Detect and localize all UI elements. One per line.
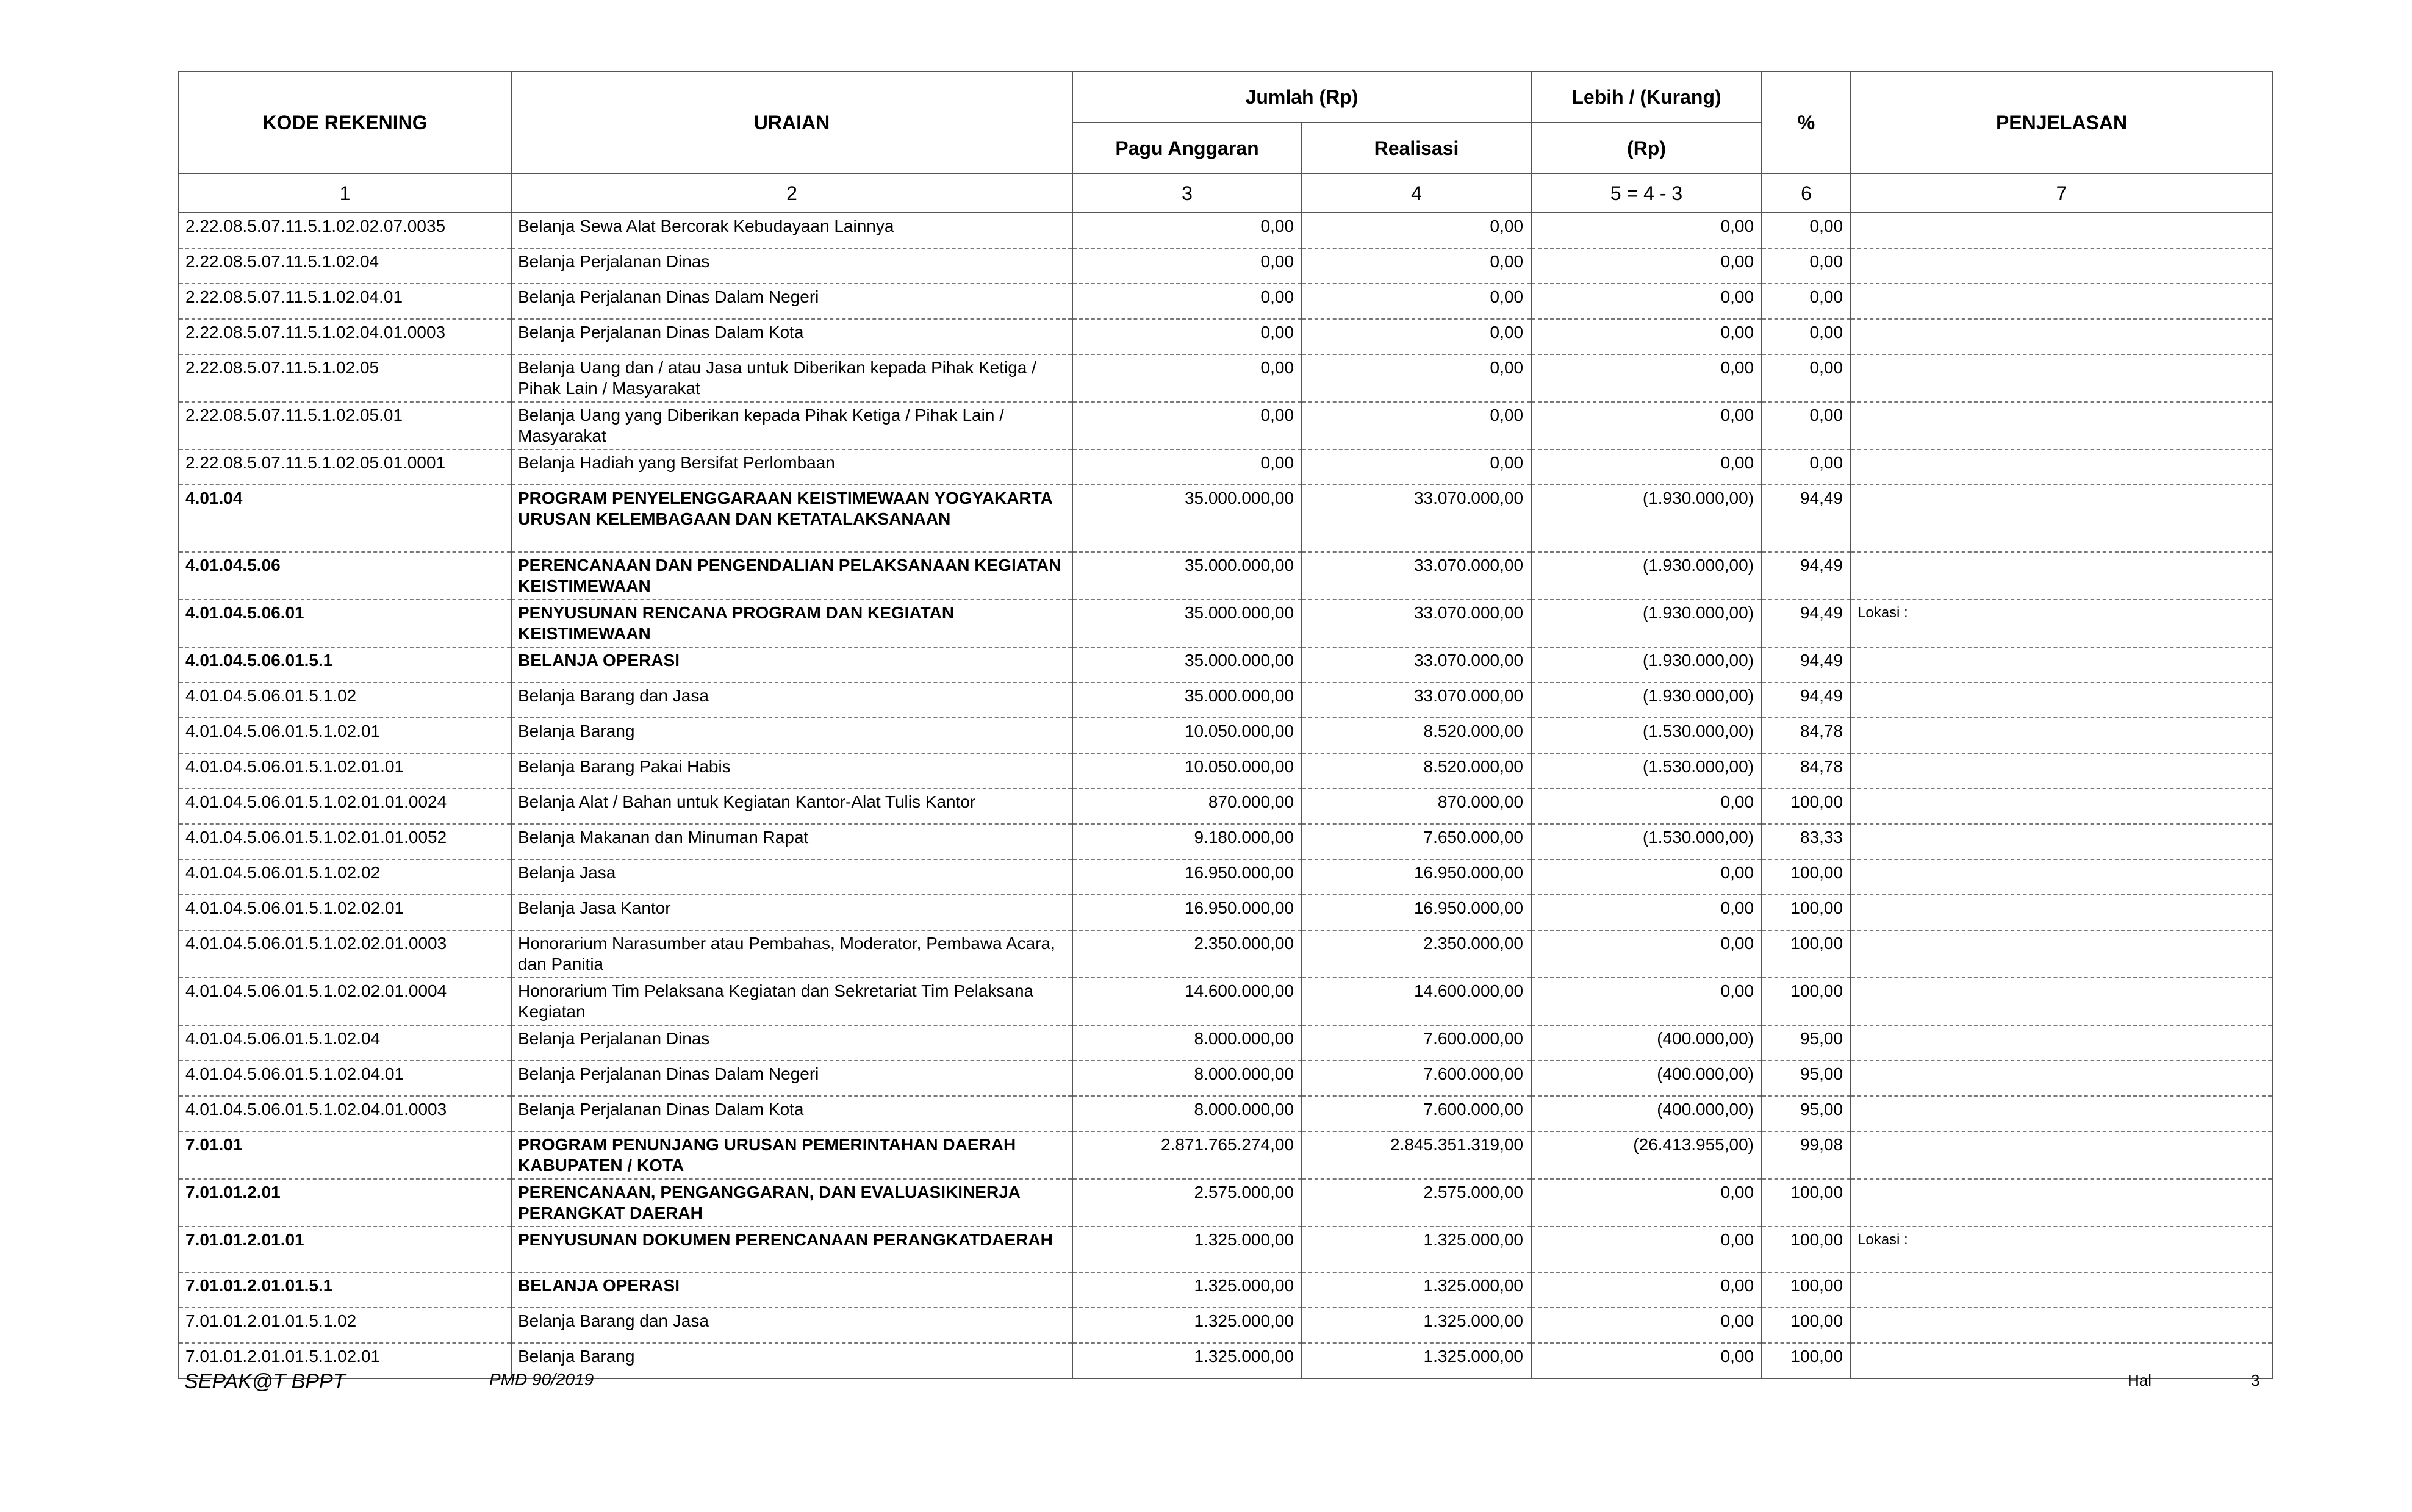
report-table [178,71,2273,1379]
cell-pagu-anggaran: 35.000.000,00 [1072,485,1302,552]
cell-persen: 95,00 [1762,1025,1851,1061]
cell-realisasi: 33.070.000,00 [1302,683,1531,718]
table-row [179,1308,2272,1343]
cell-kode-rekening: 7.01.01 [179,1131,511,1179]
cell-uraian: Belanja Barang [511,718,1072,753]
cell-pagu-anggaran: 14.600.000,00 [1072,978,1302,1025]
cell-persen: 84,78 [1762,753,1851,789]
cell-realisasi: 8.520.000,00 [1302,753,1531,789]
cell-uraian: Belanja Perjalanan Dinas Dalam Negeri [511,1061,1072,1096]
cell-persen: 0,00 [1762,213,1851,248]
cell-pagu-anggaran: 0,00 [1072,354,1302,402]
column-number: 4 [1302,174,1531,213]
cell-realisasi: 0,00 [1302,402,1531,450]
cell-lebih-kurang: 0,00 [1531,402,1762,450]
cell-realisasi: 33.070.000,00 [1302,600,1531,647]
cell-pagu-anggaran: 0,00 [1072,248,1302,284]
cell-uraian: Belanja Alat / Bahan untuk Kegiatan Kantor-Alat Tulis Kantor [511,789,1072,824]
cell-pagu-anggaran: 35.000.000,00 [1072,647,1302,683]
cell-persen: 84,78 [1762,718,1851,753]
cell-realisasi: 2.575.000,00 [1302,1179,1531,1227]
cell-realisasi: 16.950.000,00 [1302,859,1531,895]
table-row [179,1131,2272,1179]
cell-realisasi: 0,00 [1302,450,1531,485]
table-row [179,859,2272,895]
cell-pagu-anggaran: 35.000.000,00 [1072,600,1302,647]
cell-kode-rekening: 4.01.04.5.06.01.5.1 [179,647,511,683]
cell-lebih-kurang: 0,00 [1531,859,1762,895]
cell-lebih-kurang: 0,00 [1531,213,1762,248]
cell-kode-rekening: 4.01.04.5.06.01.5.1.02.04.01.0003 [179,1096,511,1131]
cell-penjelasan [1851,895,2272,930]
cell-uraian: Belanja Sewa Alat Bercorak Kebudayaan Lainnya [511,213,1072,248]
header-jumlah: Jumlah (Rp) [1072,71,1531,123]
cell-realisasi: 16.950.000,00 [1302,895,1531,930]
table-row [179,1061,2272,1096]
cell-penjelasan [1851,1096,2272,1131]
cell-uraian: PROGRAM PENUNJANG URUSAN PEMERINTAHAN DAERAH KABUPATEN / KOTA [511,1131,1072,1179]
cell-pagu-anggaran: 16.950.000,00 [1072,895,1302,930]
cell-kode-rekening: 4.01.04.5.06.01 [179,600,511,647]
cell-realisasi: 7.600.000,00 [1302,1096,1531,1131]
table-row [179,978,2272,1025]
cell-lebih-kurang: (400.000,00) [1531,1025,1762,1061]
table-row [179,213,2272,248]
cell-persen: 95,00 [1762,1096,1851,1131]
cell-pagu-anggaran: 10.050.000,00 [1072,718,1302,753]
cell-realisasi: 0,00 [1302,319,1531,354]
table-row [179,319,2272,354]
header-lebih-kurang: Lebih / (Kurang) [1531,71,1762,123]
table-row [179,402,2272,450]
cell-kode-rekening: 4.01.04.5.06.01.5.1.02.02.01.0003 [179,930,511,978]
cell-penjelasan [1851,248,2272,284]
cell-realisasi: 33.070.000,00 [1302,552,1531,600]
cell-lebih-kurang: 0,00 [1531,978,1762,1025]
cell-persen: 100,00 [1762,1272,1851,1308]
cell-penjelasan [1851,485,2272,552]
cell-uraian: Belanja Barang dan Jasa [511,683,1072,718]
cell-kode-rekening: 4.01.04.5.06.01.5.1.02 [179,683,511,718]
cell-kode-rekening: 2.22.08.5.07.11.5.1.02.05 [179,354,511,402]
table-row [179,552,2272,600]
cell-kode-rekening: 2.22.08.5.07.11.5.1.02.02.07.0035 [179,213,511,248]
table-row [179,1096,2272,1131]
cell-persen: 100,00 [1762,978,1851,1025]
cell-realisasi: 0,00 [1302,248,1531,284]
cell-penjelasan [1851,859,2272,895]
cell-persen: 100,00 [1762,1179,1851,1227]
cell-penjelasan [1851,1343,2272,1378]
cell-kode-rekening: 7.01.01.2.01 [179,1179,511,1227]
cell-uraian: PERENCANAAN DAN PENGENDALIAN PELAKSANAAN KEGIATAN KEISTIMEWAAN [511,552,1072,600]
cell-kode-rekening: 4.01.04.5.06.01.5.1.02.01.01 [179,753,511,789]
cell-kode-rekening: 4.01.04.5.06 [179,552,511,600]
cell-kode-rekening: 7.01.01.2.01.01 [179,1227,511,1272]
cell-uraian: BELANJA OPERASI [511,1272,1072,1308]
cell-persen: 100,00 [1762,1343,1851,1378]
cell-realisasi: 7.600.000,00 [1302,1025,1531,1061]
cell-penjelasan [1851,552,2272,600]
footer-app-name: SEPAK@T BPPT [184,1370,346,1393]
cell-lebih-kurang: 0,00 [1531,319,1762,354]
table-row [179,284,2272,319]
table-row [179,895,2272,930]
cell-penjelasan [1851,354,2272,402]
cell-realisasi: 8.520.000,00 [1302,718,1531,753]
cell-lebih-kurang: (1.930.000,00) [1531,485,1762,552]
cell-persen: 99,08 [1762,1131,1851,1179]
cell-uraian: Honorarium Narasumber atau Pembahas, Moderator, Pembawa Acara, dan Panitia [511,930,1072,978]
cell-penjelasan [1851,1131,2272,1179]
cell-persen: 94,49 [1762,552,1851,600]
column-number: 6 [1762,174,1851,213]
header-penjelasan: PENJELASAN [1851,71,2272,174]
cell-lebih-kurang: (1.930.000,00) [1531,552,1762,600]
cell-penjelasan [1851,978,2272,1025]
cell-persen: 100,00 [1762,1308,1851,1343]
cell-penjelasan [1851,683,2272,718]
table-row [179,354,2272,402]
cell-penjelasan [1851,647,2272,683]
cell-realisasi: 33.070.000,00 [1302,647,1531,683]
cell-pagu-anggaran: 9.180.000,00 [1072,824,1302,859]
cell-penjelasan [1851,930,2272,978]
cell-uraian: Belanja Jasa [511,859,1072,895]
cell-pagu-anggaran: 35.000.000,00 [1072,683,1302,718]
table-row [179,485,2272,552]
cell-persen: 100,00 [1762,930,1851,978]
column-number-row [179,174,2272,213]
cell-lebih-kurang: (400.000,00) [1531,1061,1762,1096]
cell-lebih-kurang: 0,00 [1531,930,1762,978]
cell-realisasi: 14.600.000,00 [1302,978,1531,1025]
table-row [179,789,2272,824]
cell-kode-rekening: 2.22.08.5.07.11.5.1.02.05.01 [179,402,511,450]
cell-realisasi: 870.000,00 [1302,789,1531,824]
cell-pagu-anggaran: 1.325.000,00 [1072,1308,1302,1343]
cell-lebih-kurang: 0,00 [1531,450,1762,485]
column-number: 7 [1851,174,2272,213]
table-row [179,824,2272,859]
cell-persen: 0,00 [1762,284,1851,319]
cell-pagu-anggaran: 1.325.000,00 [1072,1227,1302,1272]
cell-lebih-kurang: (1.530.000,00) [1531,718,1762,753]
header-rp: (Rp) [1531,123,1762,174]
cell-kode-rekening: 4.01.04 [179,485,511,552]
cell-pagu-anggaran: 2.350.000,00 [1072,930,1302,978]
cell-kode-rekening: 4.01.04.5.06.01.5.1.02.01.01.0052 [179,824,511,859]
cell-uraian: BELANJA OPERASI [511,647,1072,683]
cell-uraian: Belanja Perjalanan Dinas [511,248,1072,284]
cell-penjelasan [1851,284,2272,319]
cell-realisasi: 1.325.000,00 [1302,1343,1531,1378]
cell-penjelasan [1851,1308,2272,1343]
footer-regulation: PMD 90/2019 [489,1370,594,1389]
header-pagu-anggaran: Pagu Anggaran [1072,123,1302,174]
cell-pagu-anggaran: 0,00 [1072,450,1302,485]
table-body [179,213,2272,1378]
cell-uraian: Belanja Perjalanan Dinas Dalam Negeri [511,284,1072,319]
cell-lebih-kurang: (1.530.000,00) [1531,753,1762,789]
cell-persen: 100,00 [1762,859,1851,895]
cell-lebih-kurang: (1.930.000,00) [1531,647,1762,683]
cell-penjelasan [1851,824,2272,859]
cell-pagu-anggaran: 870.000,00 [1072,789,1302,824]
cell-pagu-anggaran: 8.000.000,00 [1072,1061,1302,1096]
table-row [179,683,2272,718]
table-row [179,1179,2272,1227]
cell-uraian: Belanja Uang yang Diberikan kepada Pihak Ketiga / Pihak Lain / Masyarakat [511,402,1072,450]
cell-pagu-anggaran: 2.871.765.274,00 [1072,1131,1302,1179]
cell-lebih-kurang: 0,00 [1531,1343,1762,1378]
column-number: 3 [1072,174,1302,213]
cell-pagu-anggaran: 10.050.000,00 [1072,753,1302,789]
cell-penjelasan [1851,213,2272,248]
cell-lebih-kurang: 0,00 [1531,1272,1762,1308]
table-row [179,1272,2272,1308]
cell-uraian: Belanja Makanan dan Minuman Rapat [511,824,1072,859]
cell-kode-rekening: 2.22.08.5.07.11.5.1.02.04.01.0003 [179,319,511,354]
table-row [179,450,2272,485]
cell-penjelasan [1851,402,2272,450]
cell-lebih-kurang: 0,00 [1531,284,1762,319]
cell-uraian: Belanja Barang Pakai Habis [511,753,1072,789]
cell-kode-rekening: 4.01.04.5.06.01.5.1.02.04.01 [179,1061,511,1096]
table-row [179,248,2272,284]
cell-kode-rekening: 4.01.04.5.06.01.5.1.02.02.01.0004 [179,978,511,1025]
cell-pagu-anggaran: 8.000.000,00 [1072,1025,1302,1061]
cell-uraian: Belanja Perjalanan Dinas Dalam Kota [511,1096,1072,1131]
cell-lebih-kurang: (1.930.000,00) [1531,683,1762,718]
cell-pagu-anggaran: 16.950.000,00 [1072,859,1302,895]
cell-pagu-anggaran: 0,00 [1072,284,1302,319]
header-realisasi: Realisasi [1302,123,1531,174]
cell-lebih-kurang: 0,00 [1531,895,1762,930]
cell-uraian: Belanja Uang dan / atau Jasa untuk Diberikan kepada Pihak Ketiga / Pihak Lain / Masyarakat [511,354,1072,402]
table-row [179,753,2272,789]
cell-kode-rekening: 2.22.08.5.07.11.5.1.02.04.01 [179,284,511,319]
cell-penjelasan [1851,1061,2272,1096]
cell-realisasi: 7.600.000,00 [1302,1061,1531,1096]
header-uraian: URAIAN [511,71,1072,174]
cell-uraian: PENYUSUNAN RENCANA PROGRAM DAN KEGIATAN KEISTIMEWAAN [511,600,1072,647]
cell-uraian: Belanja Perjalanan Dinas [511,1025,1072,1061]
cell-uraian: Honorarium Tim Pelaksana Kegiatan dan Sekretariat Tim Pelaksana Kegiatan [511,978,1072,1025]
cell-realisasi: 33.070.000,00 [1302,485,1531,552]
cell-persen: 0,00 [1762,319,1851,354]
cell-persen: 94,49 [1762,600,1851,647]
cell-pagu-anggaran: 8.000.000,00 [1072,1096,1302,1131]
header-persen: % [1762,71,1851,174]
cell-persen: 100,00 [1762,789,1851,824]
cell-kode-rekening: 4.01.04.5.06.01.5.1.02.02 [179,859,511,895]
cell-realisasi: 0,00 [1302,354,1531,402]
cell-kode-rekening: 7.01.01.2.01.01.5.1.02.01 [179,1343,511,1378]
cell-realisasi: 1.325.000,00 [1302,1227,1531,1272]
cell-lebih-kurang: (1.930.000,00) [1531,600,1762,647]
cell-persen: 0,00 [1762,450,1851,485]
cell-persen: 100,00 [1762,895,1851,930]
cell-uraian: Belanja Perjalanan Dinas Dalam Kota [511,319,1072,354]
cell-persen: 0,00 [1762,248,1851,284]
table-row [179,1227,2272,1272]
cell-realisasi: 0,00 [1302,284,1531,319]
cell-uraian: Belanja Barang dan Jasa [511,1308,1072,1343]
cell-penjelasan [1851,319,2272,354]
cell-penjelasan [1851,1272,2272,1308]
cell-lebih-kurang: 0,00 [1531,1308,1762,1343]
cell-persen: 0,00 [1762,402,1851,450]
cell-penjelasan: Lokasi : [1851,600,2272,647]
cell-realisasi: 2.845.351.319,00 [1302,1131,1531,1179]
cell-penjelasan [1851,450,2272,485]
cell-kode-rekening: 4.01.04.5.06.01.5.1.02.01 [179,718,511,753]
table-row [179,930,2272,978]
cell-realisasi: 1.325.000,00 [1302,1308,1531,1343]
cell-pagu-anggaran: 1.325.000,00 [1072,1343,1302,1378]
cell-pagu-anggaran: 0,00 [1072,402,1302,450]
cell-kode-rekening: 7.01.01.2.01.01.5.1 [179,1272,511,1308]
table-row [179,600,2272,647]
cell-persen: 94,49 [1762,647,1851,683]
cell-lebih-kurang: (26.413.955,00) [1531,1131,1762,1179]
table-row [179,647,2272,683]
cell-penjelasan [1851,1179,2272,1227]
cell-lebih-kurang: 0,00 [1531,1227,1762,1272]
column-number: 5 = 4 - 3 [1531,174,1762,213]
footer-hal-label: Hal [2128,1371,2152,1389]
cell-lebih-kurang: 0,00 [1531,354,1762,402]
cell-kode-rekening: 4.01.04.5.06.01.5.1.02.01.01.0024 [179,789,511,824]
cell-persen: 83,33 [1762,824,1851,859]
cell-kode-rekening: 2.22.08.5.07.11.5.1.02.04 [179,248,511,284]
cell-lebih-kurang: 0,00 [1531,789,1762,824]
cell-pagu-anggaran: 2.575.000,00 [1072,1179,1302,1227]
cell-uraian: PERENCANAAN, PENGANGGARAN, DAN EVALUASIKINERJA PERANGKAT DAERAH [511,1179,1072,1227]
cell-lebih-kurang: (400.000,00) [1531,1096,1762,1131]
table-row [179,718,2272,753]
cell-penjelasan [1851,1025,2272,1061]
cell-pagu-anggaran: 0,00 [1072,213,1302,248]
cell-uraian: Belanja Barang [511,1343,1072,1378]
table-row [179,1025,2272,1061]
cell-kode-rekening: 2.22.08.5.07.11.5.1.02.05.01.0001 [179,450,511,485]
cell-persen: 94,49 [1762,683,1851,718]
cell-realisasi: 7.650.000,00 [1302,824,1531,859]
cell-lebih-kurang: (1.530.000,00) [1531,824,1762,859]
column-number: 1 [179,174,511,213]
cell-persen: 95,00 [1762,1061,1851,1096]
cell-realisasi: 0,00 [1302,213,1531,248]
column-number: 2 [511,174,1072,213]
cell-uraian: PENYUSUNAN DOKUMEN PERENCANAAN PERANGKATDAERAH [511,1227,1072,1272]
cell-uraian: PROGRAM PENYELENGGARAAN KEISTIMEWAAN YOGYAKARTA URUSAN KELEMBAGAAN DAN KETATALAKSANAAN [511,485,1072,552]
cell-penjelasan [1851,753,2272,789]
cell-realisasi: 2.350.000,00 [1302,930,1531,978]
cell-uraian: Belanja Jasa Kantor [511,895,1072,930]
cell-kode-rekening: 4.01.04.5.06.01.5.1.02.04 [179,1025,511,1061]
cell-persen: 0,00 [1762,354,1851,402]
cell-penjelasan: Lokasi : [1851,1227,2272,1272]
cell-realisasi: 1.325.000,00 [1302,1272,1531,1308]
cell-penjelasan [1851,718,2272,753]
footer-page-number: 3 [2251,1371,2260,1389]
table-header [179,71,2272,174]
cell-uraian: Belanja Hadiah yang Bersifat Perlombaan [511,450,1072,485]
cell-pagu-anggaran: 35.000.000,00 [1072,552,1302,600]
cell-persen: 100,00 [1762,1227,1851,1272]
header-kode-rekening: KODE REKENING [179,71,511,174]
cell-kode-rekening: 7.01.01.2.01.01.5.1.02 [179,1308,511,1343]
cell-kode-rekening: 4.01.04.5.06.01.5.1.02.02.01 [179,895,511,930]
cell-lebih-kurang: 0,00 [1531,248,1762,284]
cell-lebih-kurang: 0,00 [1531,1179,1762,1227]
cell-pagu-anggaran: 1.325.000,00 [1072,1272,1302,1308]
cell-pagu-anggaran: 0,00 [1072,319,1302,354]
cell-penjelasan [1851,789,2272,824]
cell-persen: 94,49 [1762,485,1851,552]
